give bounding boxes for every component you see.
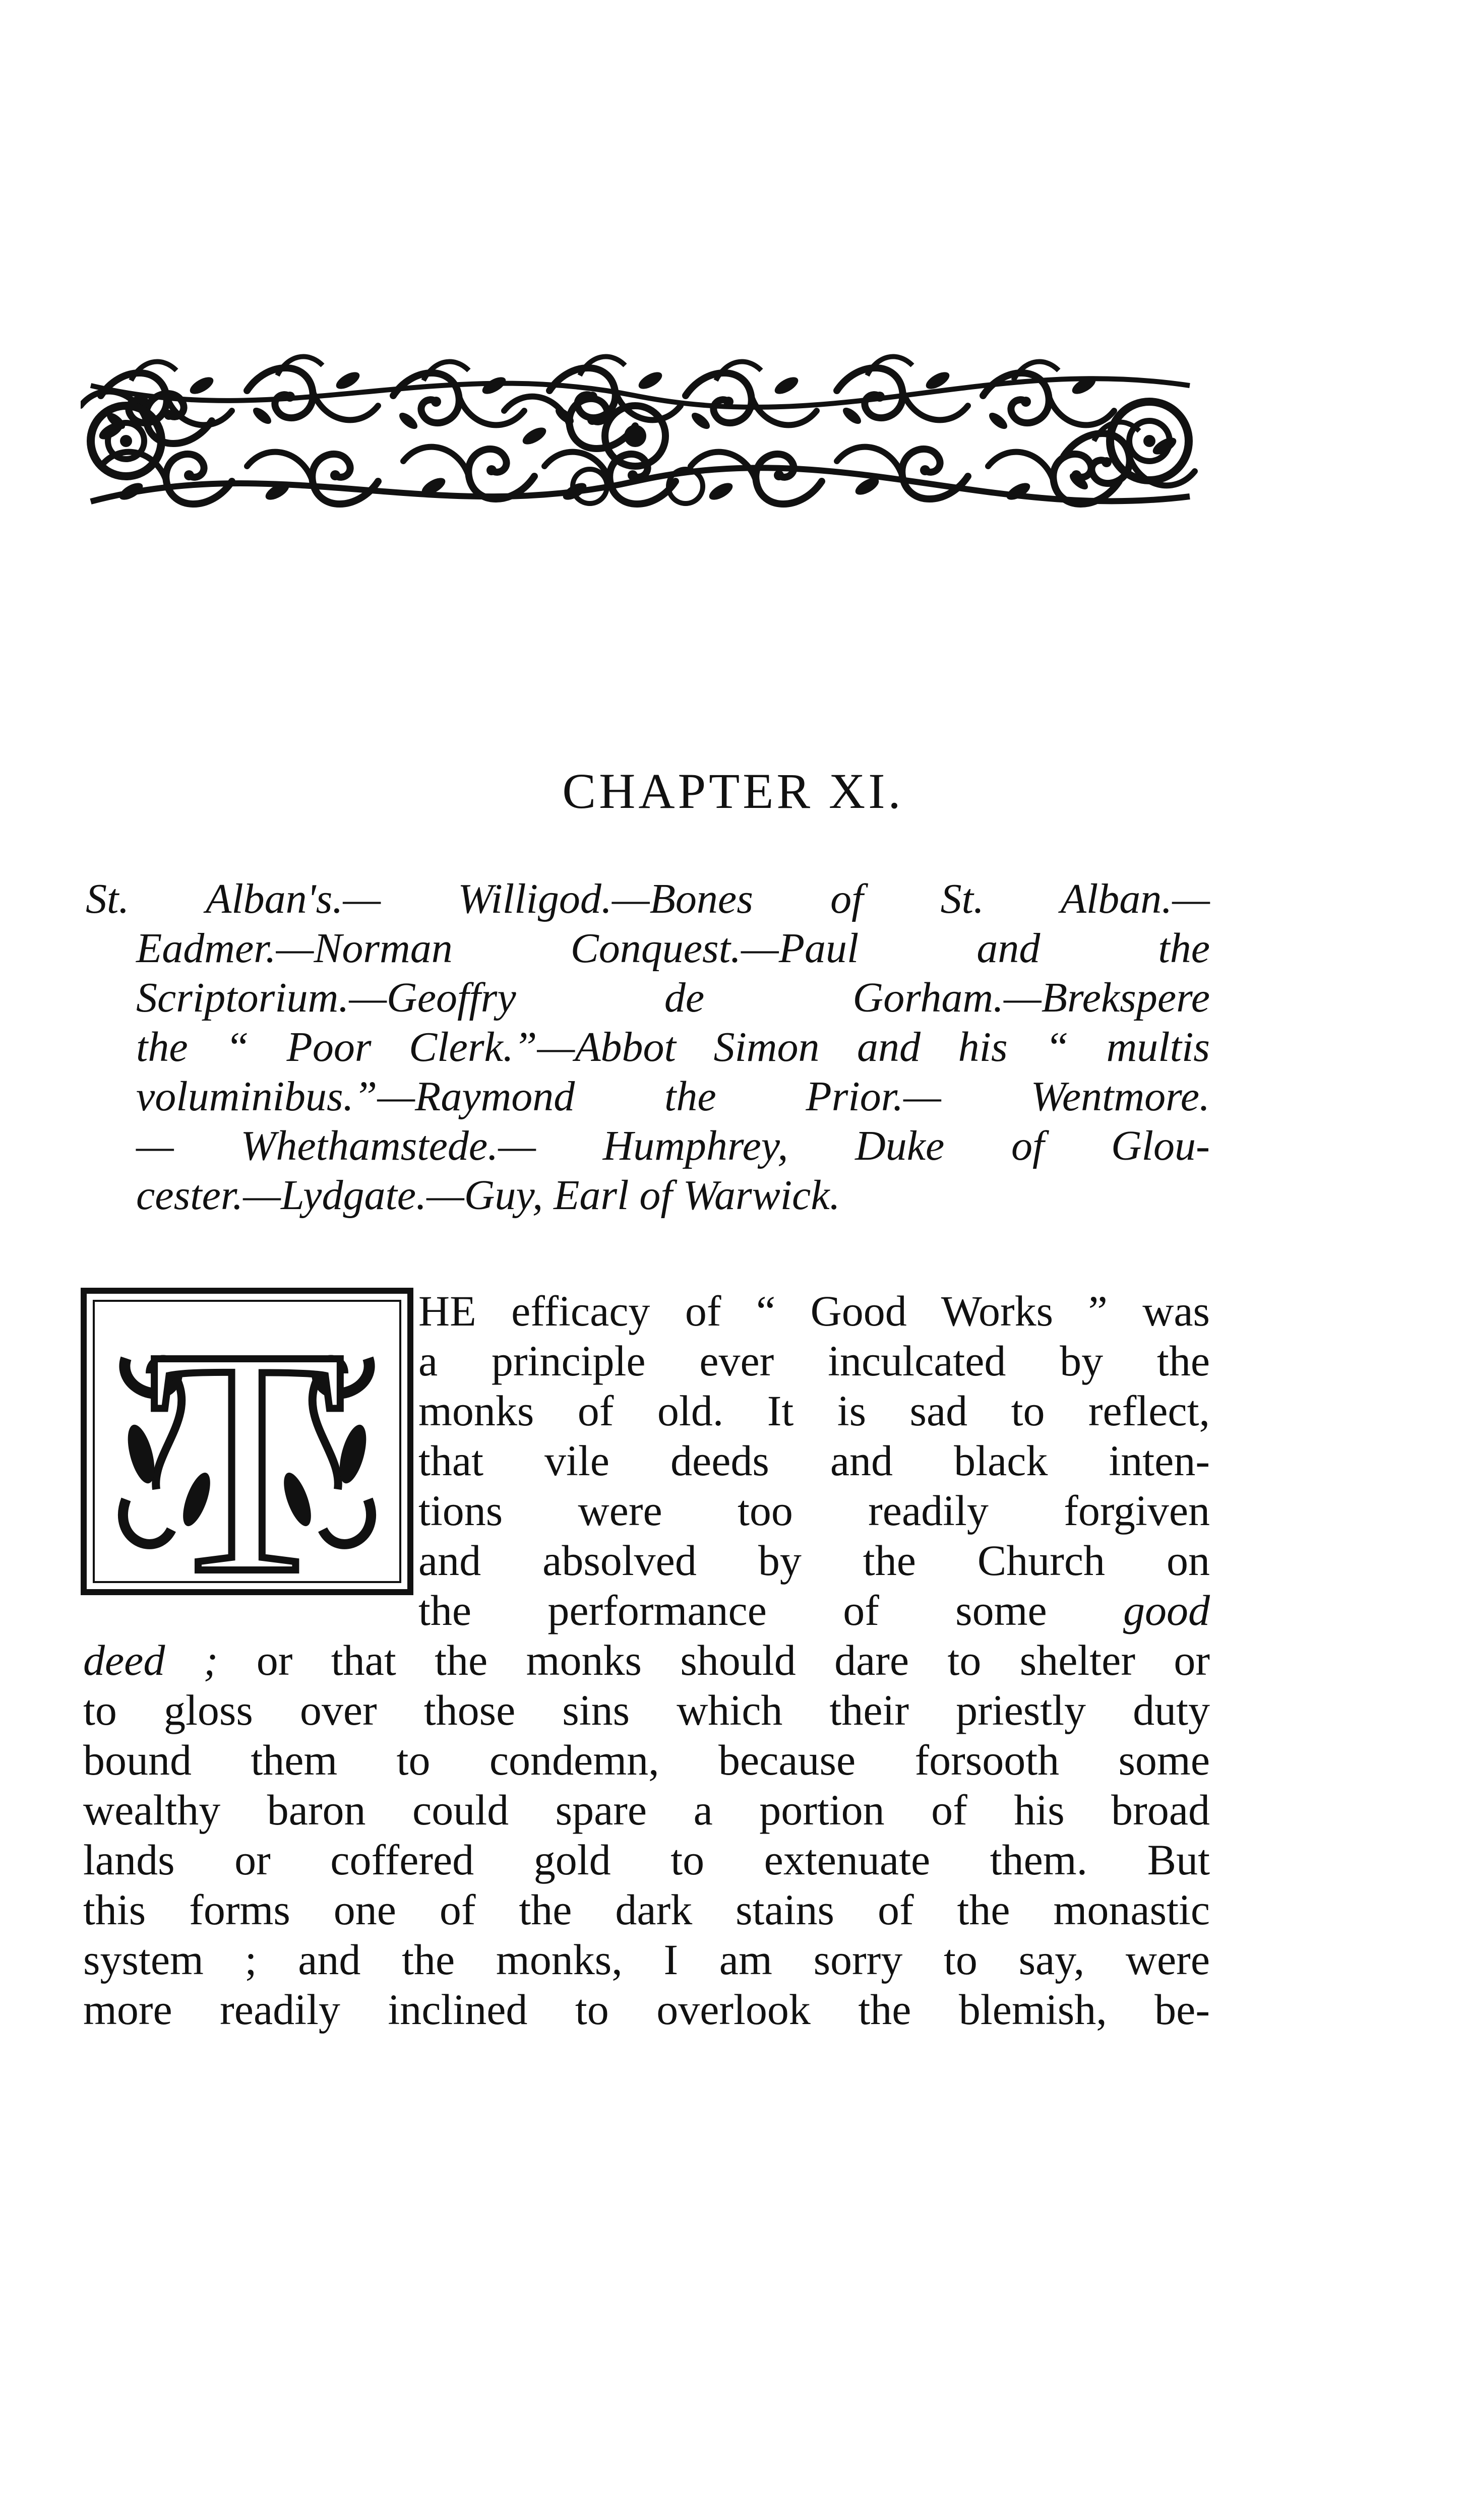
body-paragraph-wrap xyxy=(418,1286,1210,1635)
body-line: monks of old. It is sad to reflect, xyxy=(418,1387,1210,1435)
body-line: a principle ever inculcated by the xyxy=(418,1337,1210,1385)
body-line: system ; and the monks, I am sorry to say, were xyxy=(83,1935,1210,1984)
floral-initial-icon xyxy=(81,1288,413,1595)
body-text: the performance of some xyxy=(418,1586,1047,1634)
drop-cap-letter: T xyxy=(148,1288,346,1595)
body-line: bound them to condemn, because forsooth some xyxy=(83,1736,1210,1784)
body-line: more readily inclined to overlook the blemish, be- xyxy=(83,1985,1210,2034)
body-line: wealthy baron could spare a portion of his broad xyxy=(83,1786,1210,1834)
body-line xyxy=(418,1586,1210,1635)
body-line: lands or coffered gold to extenuate them. But xyxy=(83,1836,1210,1884)
synopsis-line: Scriptorium.—Geoffry de Gorham.—Brekspere xyxy=(136,974,1210,1021)
body-line: and absolved by the Church on xyxy=(418,1536,1210,1585)
synopsis-line: Eadmer.—Norman Conquest.—Paul and the xyxy=(136,925,1210,972)
emphasis-text: good xyxy=(1123,1586,1210,1634)
chapter-title: CHAPTER XI. xyxy=(562,763,904,819)
body-paragraph-full xyxy=(83,1635,1210,2035)
chapter-synopsis xyxy=(86,874,1210,1220)
synopsis-line: St. Alban's.— Willigod.—Bones of St. Alban.— xyxy=(86,875,1210,922)
body-line: to gloss over those sins which their priestly duty xyxy=(83,1686,1210,1734)
body-line: tions were too readily forgiven xyxy=(418,1486,1210,1535)
scrollwork-ornament-icon xyxy=(81,335,1200,542)
synopsis-line: the “ Poor Clerk.”—Abbot Simon and his “ multis xyxy=(136,1024,1210,1070)
body-line: HE efficacy of “ Good Works ” was xyxy=(418,1287,1210,1335)
synopsis-line: — Whethamstede.— Humphrey, Duke of Glou- xyxy=(136,1122,1210,1169)
body-line: this forms one of the dark stains of the monastic xyxy=(83,1885,1210,1934)
synopsis-line: cester.—Lydgate.—Guy, Earl of Warwick. xyxy=(136,1172,840,1219)
ornamental-headpiece xyxy=(81,335,1200,542)
decorated-drop-cap xyxy=(81,1288,413,1595)
synopsis-line: voluminibus.”—Raymond the Prior.— Wentmore. xyxy=(136,1073,1210,1120)
emphasis-text: deed ; xyxy=(83,1636,218,1684)
body-text: or that the monks should dare to shelter or xyxy=(218,1636,1210,1684)
body-line: that vile deeds and black inten- xyxy=(418,1436,1210,1485)
body-line xyxy=(83,1635,1210,1685)
